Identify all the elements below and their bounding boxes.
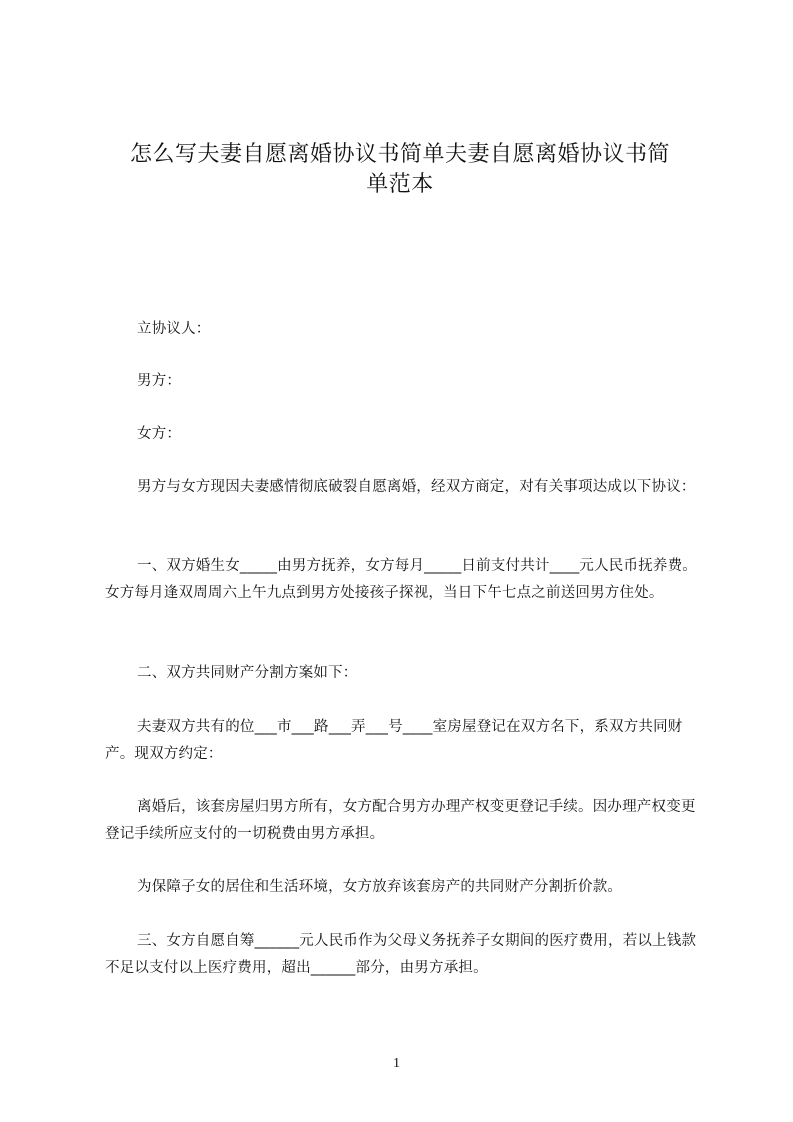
- paragraph-intro: 男方与女方现因夫妻感情彻底破裂自愿离婚，经双方商定，对有关事项达成以下协议：: [137, 479, 696, 495]
- title-line-2: 单范本: [366, 172, 434, 197]
- document-title: [100, 140, 700, 200]
- paragraph-wife: 女方：: [137, 426, 182, 442]
- paragraph-property-detail: 夫妻双方共有的位___市___路___弄___号____室房屋登记在双方名下，系双方共同财产。现双方约定：: [105, 719, 683, 762]
- paragraph-custody: 一、双方婚生女_____由男方抚养，女方每月_____日前支付共计____元人民币抚养费。女方每月逢双周周六上午九点到男方处接孩子探视，当日下午七点之前送回男方住处。: [105, 558, 697, 601]
- paragraph-house-ownership: 离婚后，该套房屋归男方所有，女方配合男方办理产权变更登记手续。因办理产权变更登记手续所应支付的一切税费由男方承担。: [105, 799, 696, 842]
- title-line-1: 怎么写夫妻自愿离婚协议书简单夫妻自愿离婚协议书简: [129, 142, 670, 167]
- paragraph-husband: 男方：: [137, 373, 182, 389]
- paragraph-waiver: 为保障子女的居住和生活环境，女方放弃该套房产的共同财产分割折价款。: [137, 879, 623, 895]
- paragraph-property-heading: 二、双方共同财产分割方案如下：: [137, 665, 358, 681]
- paragraph-medical-costs: 三、女方自愿自筹______元人民币作为父母义务抚养子女期间的医疗费用，若以上钱款不足以支付以上医疗费用，超出______部分，由男方承担。: [105, 933, 697, 976]
- paragraph-parties: 立协议人：: [137, 321, 211, 337]
- page-number: 1: [393, 1056, 400, 1071]
